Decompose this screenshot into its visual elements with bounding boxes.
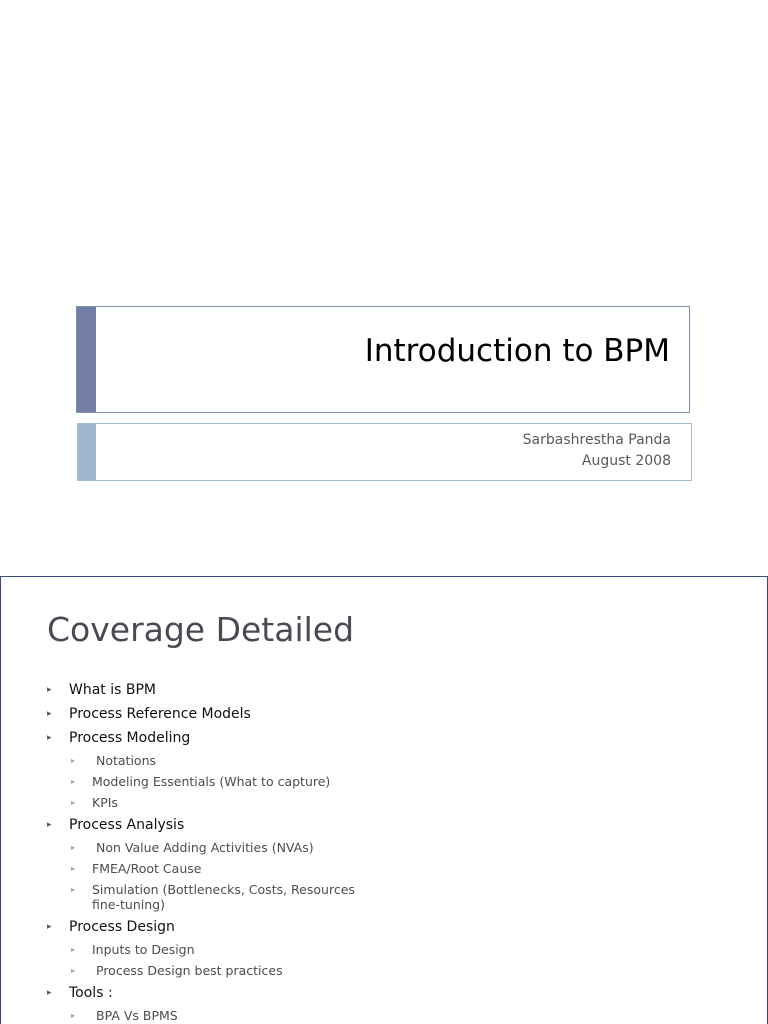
author-name: Sarbashrestha Panda — [522, 432, 671, 448]
sub-list-item — [1, 774, 372, 789]
list-item-label: Tools : — [69, 985, 113, 1001]
list-item — [1, 816, 768, 834]
sub-list — [1, 1008, 768, 1023]
list-item-label: Process Design — [69, 919, 175, 935]
presentation-date: August 2008 — [581, 453, 671, 469]
triangle-right-icon: ▸ — [47, 988, 52, 998]
sub-list-item-label: Non Value Adding Activities (NVAs) — [96, 840, 314, 855]
sub-list-item — [1, 753, 372, 768]
sub-list-container — [1, 753, 768, 810]
coverage-title: Coverage Detailed — [47, 610, 355, 649]
triangle-right-icon: ▸ — [47, 820, 52, 830]
sub-list — [1, 942, 768, 978]
list-item — [1, 918, 768, 936]
triangle-right-icon: ▸ — [71, 945, 76, 954]
list-item-label: What is BPM — [69, 682, 156, 698]
subtitle-box — [77, 423, 692, 481]
triangle-right-icon: ▸ — [71, 966, 76, 975]
sub-list-item — [1, 942, 372, 957]
triangle-right-icon: ▸ — [71, 1011, 76, 1020]
sub-list-item — [1, 882, 372, 912]
slide-title: Introduction to BPM — [364, 333, 670, 369]
coverage-list — [1, 681, 768, 1024]
sub-list-item-label: Process Design best practices — [96, 963, 283, 978]
sub-list-item — [1, 840, 372, 855]
sub-list-container — [1, 840, 768, 912]
sub-list-item-label: Simulation (Bottlenecks, Costs, Resources fine-tuning) — [92, 882, 355, 912]
sub-list-container — [1, 942, 768, 978]
list-item — [1, 681, 768, 699]
triangle-right-icon: ▸ — [71, 843, 76, 852]
sub-list-item — [1, 1008, 372, 1023]
triangle-right-icon: ▸ — [47, 922, 52, 932]
subtitle — [523, 430, 671, 472]
subtitle-accent-bar — [78, 424, 96, 480]
list-item — [1, 729, 768, 747]
sub-list-item-label: Notations — [96, 753, 157, 768]
triangle-right-icon: ▸ — [71, 864, 76, 873]
sub-list-item — [1, 963, 372, 978]
sub-list-item-label: Modeling Essentials (What to capture) — [92, 774, 331, 789]
triangle-right-icon: ▸ — [71, 777, 76, 786]
list-item-label: Process Modeling — [69, 730, 191, 746]
list-item-label: Process Reference Models — [69, 706, 251, 722]
list-item — [1, 705, 768, 723]
triangle-right-icon: ▸ — [47, 685, 52, 695]
triangle-right-icon: ▸ — [47, 709, 52, 719]
sub-list-item — [1, 795, 372, 810]
title-accent-bar — [77, 307, 96, 412]
triangle-right-icon: ▸ — [71, 798, 76, 807]
sub-list — [1, 840, 768, 912]
triangle-right-icon: ▸ — [71, 756, 76, 765]
coverage-slide — [0, 576, 768, 1024]
triangle-right-icon: ▸ — [47, 733, 52, 743]
list-item-label: Process Analysis — [69, 817, 185, 833]
sub-list-item-label: BPA Vs BPMS — [96, 1008, 178, 1023]
sub-list-item-label: FMEA/Root Cause — [92, 861, 202, 876]
title-box — [76, 306, 690, 413]
sub-list-item — [1, 861, 372, 876]
sub-list — [1, 753, 768, 810]
triangle-right-icon: ▸ — [71, 885, 76, 894]
sub-list-container — [1, 1008, 768, 1023]
sub-list-item-label: KPIs — [92, 795, 118, 810]
list-item — [1, 984, 768, 1002]
sub-list-item-label: Inputs to Design — [92, 942, 195, 957]
